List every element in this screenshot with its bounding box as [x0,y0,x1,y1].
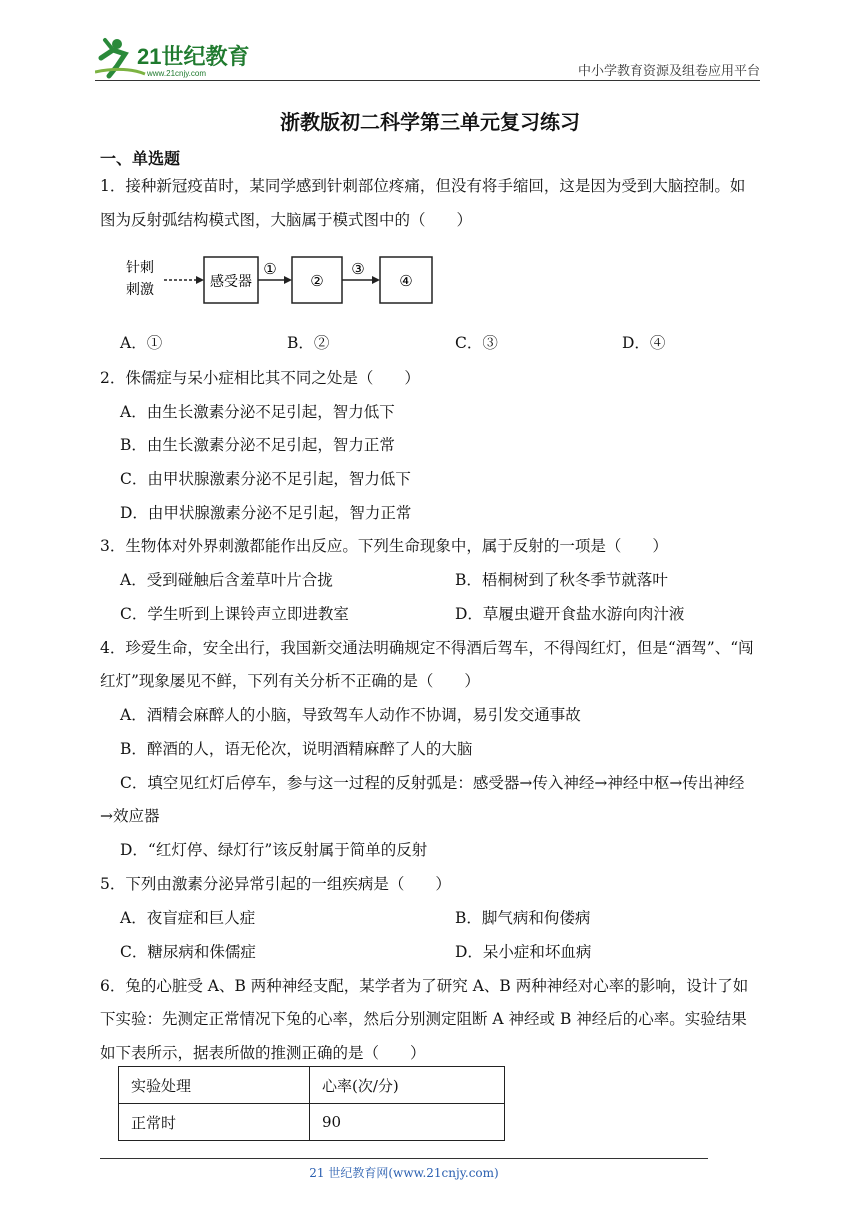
q5-option-a[interactable]: A．夜盲症和巨人症 [120,909,256,927]
table-header-cell: 心率(次/分) [310,1067,505,1104]
header-divider [95,80,760,81]
q4-option-b[interactable]: B．醉酒的人，语无伦次，说明酒精麻醉了人的大脑 [120,740,473,758]
arrow-head-icon [372,276,380,284]
q1-stem-line1: 1．接种新冠疫苗时，某同学感到针刺部位疼痛，但没有将手缩回，这是因为受到大脑控制。如 [100,177,746,195]
arrow-head-icon [196,276,204,284]
q1-option-a[interactable]: A．① [120,334,163,352]
footer-divider [100,1158,708,1159]
reflex-arc-diagram [120,246,450,310]
section-heading: 一、单选题 [100,149,181,168]
logo-url: www.21cnjy.com [147,69,206,78]
q5-option-c[interactable]: C．糖尿病和侏儒症 [120,943,256,961]
arrow3-label: ③ [351,260,365,278]
table-header-row [119,1067,505,1104]
q1-option-b[interactable]: B．② [287,334,330,352]
logo-text: 21世纪教育 [137,44,250,69]
q2-stem: 2．侏儒症与呆小症相比其不同之处是（ ） [100,369,420,387]
q3-option-a[interactable]: A．受到碰触后含羞草叶片合拢 [120,571,333,589]
q2-option-a[interactable]: A．由生长激素分泌不足引起，智力低下 [120,403,395,421]
q4-option-a[interactable]: A．酒精会麻醉人的小脑，导致驾车人动作不协调，易引发交通事故 [120,706,581,724]
q5-stem: 5．下列由激素分泌异常引起的一组疾病是（ ） [100,875,451,893]
header-platform-text: 中小学教育资源及组卷应用平台 [577,64,760,79]
table-cell: 90 [310,1104,505,1141]
q3-option-c[interactable]: C．学生听到上课铃声立即进教室 [120,605,349,623]
arrow-head-icon [284,276,292,284]
q4-option-c-line2: →效应器 [100,807,160,825]
heart-rate-table [118,1066,505,1141]
q2-option-d[interactable]: D．由甲状腺激素分泌不足引起，智力正常 [120,504,412,522]
receptor-label: 感受器 [210,274,252,290]
table-header-cell: 实验处理 [119,1067,310,1104]
box2-label: ② [310,272,324,290]
q6-stem-line1: 6．兔的心脏受 A、B 两种神经支配，某学者为了研究 A、B 两种神经对心率的影响，设计了如 [100,977,749,995]
q3-option-d[interactable]: D．草履虫避开食盐水游向肉汁液 [455,605,685,623]
table-cell: 正常时 [119,1104,310,1141]
q3-stem: 3．生物体对外界刺激都能作出反应。下列生命现象中，属于反射的一项是（ ） [100,537,668,555]
q6-stem-line3: 如下表所示，据表所做的推测正确的是（ ） [100,1044,426,1062]
stimulus-label-2: 刺激 [126,282,154,298]
q4-option-c-line1[interactable]: C．填空见红灯后停车，参与这一过程的反射弧是：感受器→传入神经→神经中枢→传出神经 [120,774,745,792]
q4-stem-line2: 红灯”现象屡见不鲜，下列有关分析不正确的是（ ） [100,672,480,690]
q1-option-d[interactable]: D．④ [622,334,666,352]
q2-option-c[interactable]: C．由甲状腺激素分泌不足引起，智力低下 [120,470,411,488]
arrow1-label: ① [263,260,277,278]
stimulus-label-1: 针刺 [126,260,154,276]
q4-stem-line1: 4．珍爱生命，安全出行，我国新交通法明确规定不得酒后驾车，不得闯红灯，但是“酒驾”、“闯 [100,639,754,657]
q3-option-b[interactable]: B．梧桐树到了秋冬季节就落叶 [455,571,668,589]
q5-option-d[interactable]: D．呆小症和坏血病 [455,943,592,961]
q2-option-b[interactable]: B．由生长激素分泌不足引起，智力正常 [120,436,395,454]
q1-stem-line2: 图为反射弧结构模式图，大脑属于模式图中的（ ） [100,211,473,229]
q5-option-b[interactable]: B．脚气病和佝偻病 [455,909,591,927]
q6-stem-line2: 下实验：先测定正常情况下兔的心率，然后分别测定阻断 A 神经或 B 神经后的心率。实验结果 [100,1010,747,1028]
q1-option-c[interactable]: C．③ [455,334,498,352]
table-row [119,1104,505,1141]
site-logo [95,36,260,80]
box4-label: ④ [399,272,413,290]
footer-link[interactable]: 21 世纪教育网(www.21cnjy.com) [309,1166,499,1180]
q4-option-d[interactable]: D．“红灯停、绿灯行”该反射属于简单的反射 [120,841,428,859]
document-title: 浙教版初二科学第三单元复习练习 [280,110,580,134]
